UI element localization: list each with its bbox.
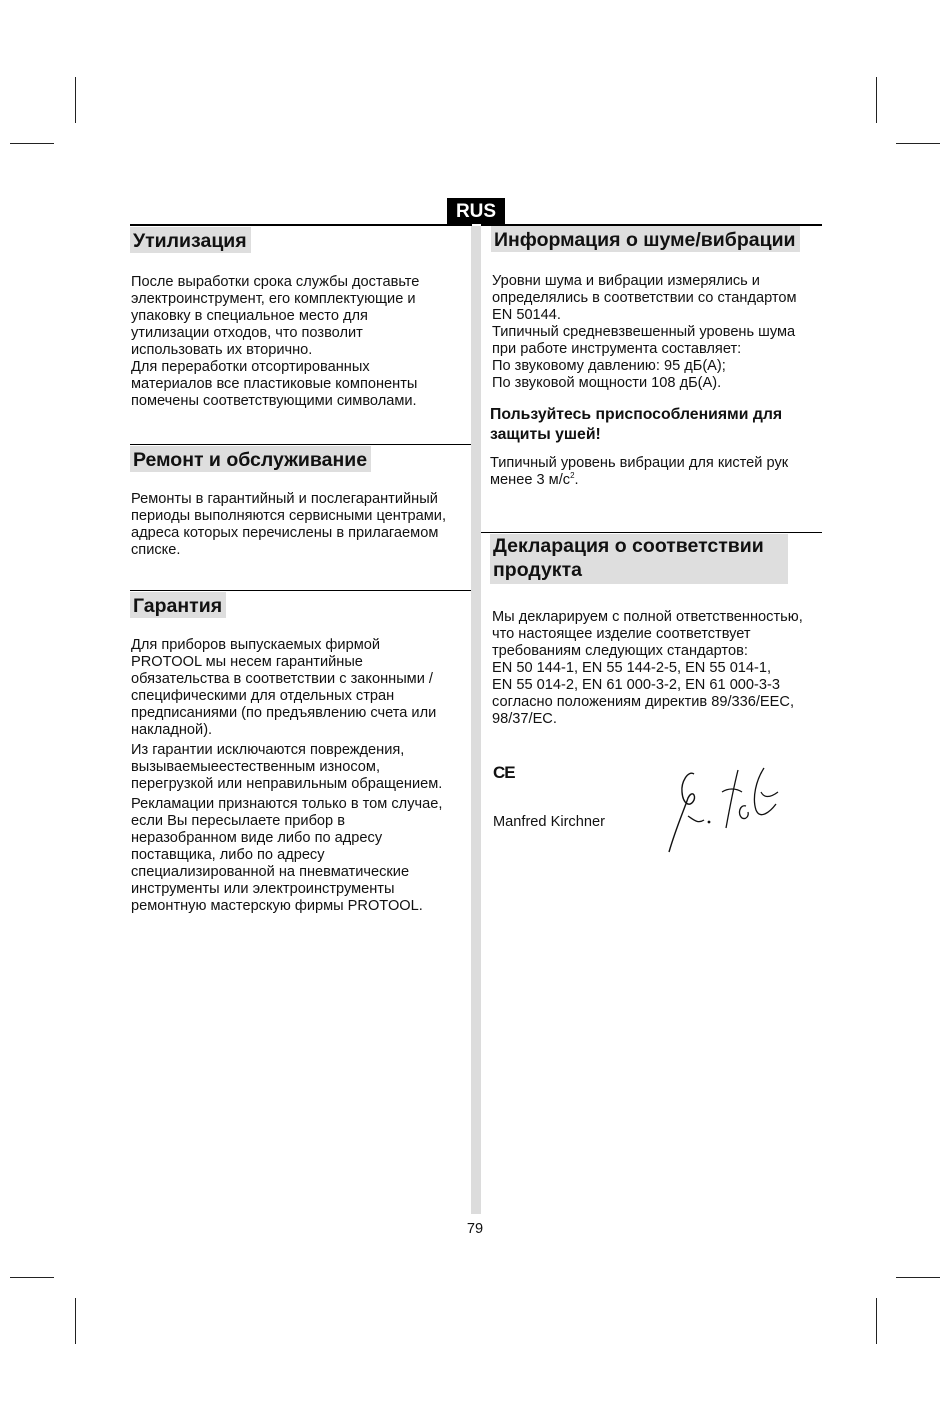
- text-line: упаковку в специальное место для: [131, 308, 368, 324]
- text-line: По звуковой мощности 108 дБ(A).: [492, 375, 722, 391]
- crop-mark: [876, 1298, 877, 1344]
- text-line: Рекламации признаются только в том случае,: [131, 796, 443, 812]
- text-line: при работе инструмента составляет:: [492, 341, 742, 357]
- text-line: [490, 472, 788, 489]
- ce-mark: CE: [493, 763, 515, 782]
- heading-line: продукта: [493, 559, 582, 581]
- text-line: адреса которых перечислены в прилагаемом: [131, 525, 439, 541]
- section-rule: [130, 444, 471, 445]
- text-line: перегрузкой или неправильным обращением.: [131, 776, 443, 792]
- text-line: Из гарантии исключаются повреждения,: [131, 742, 405, 758]
- text-line: утилизации отходов, что позволит: [131, 325, 363, 341]
- text-line: EN 55 014-2, EN 61 000-3-2, EN 61 000-3-3: [492, 677, 780, 693]
- page-number: 79: [466, 1221, 484, 1237]
- text-line: После выработки срока службы доставьте: [131, 274, 420, 290]
- text-line: электроинструмент, его комплектующие и: [131, 291, 416, 307]
- text-line: специализированной на пневматические: [131, 864, 410, 880]
- warranty-heading: Гарантия: [130, 592, 226, 618]
- header-rule-left: [130, 224, 472, 226]
- text-line: По звуковому давлению: 95 дБ(A);: [492, 358, 726, 374]
- text-line: EN 50144.: [492, 307, 561, 323]
- text-line: что настоящее изделие соответствует: [492, 626, 751, 642]
- text-line: ремонтную мастерскую фирмы PROTOOL.: [131, 898, 423, 914]
- text-line: Типичный уровень вибрации для кистей рук: [490, 455, 789, 471]
- text-line: периоды выполняются сервисными центрами,: [131, 508, 447, 524]
- declaration-heading: [490, 534, 788, 584]
- vibration-value: менее 3 м/с: [490, 472, 571, 488]
- text-line: если Вы пересылаете прибор в: [131, 813, 345, 829]
- noise-text: [492, 273, 797, 392]
- text-line: обязательства в соответствии с законными /: [131, 671, 433, 687]
- text-line: помечены соответствующими символами.: [131, 393, 417, 409]
- disposal-heading: Утилизация: [130, 227, 251, 253]
- text-line: Для переработки отсортированных: [131, 359, 370, 375]
- handwritten-signature: [664, 762, 784, 854]
- crop-mark: [896, 143, 940, 144]
- repair-text: [131, 491, 446, 559]
- text-line: согласно положениям директив 89/336/EEC,: [492, 694, 794, 710]
- section-rule: [481, 532, 822, 533]
- disposal-text: [131, 274, 419, 410]
- text-line: 98/37/EC.: [492, 711, 557, 727]
- text-line: PROTOOL мы несем гарантийные: [131, 654, 363, 670]
- text-line: использовать их вторично.: [131, 342, 313, 358]
- text-line: определялись в соответствии со стандартом: [492, 290, 797, 306]
- text-line: поставщика, либо по адресу: [131, 847, 325, 863]
- period: .: [574, 472, 579, 488]
- warranty-text: [131, 637, 442, 915]
- text-line: списке.: [131, 542, 181, 558]
- crop-mark: [876, 77, 877, 123]
- text-line: предписаниями (по предъявлению счета или: [131, 705, 437, 721]
- noise-heading: Информация о шуме/вибрации: [491, 226, 800, 252]
- signer-name: Manfred Kirchner: [493, 814, 605, 830]
- text-line: Типичный средневзвешенный уровень шума: [492, 324, 796, 340]
- declaration-text: [492, 609, 803, 728]
- text-line: вызываемыеестественным износом,: [131, 759, 380, 775]
- text-line: требованиям следующих стандартов:: [492, 643, 748, 659]
- text-line: материалов все пластиковые компоненты: [131, 376, 418, 392]
- warning-line: Пользуйтесь приспособлениями для: [490, 406, 783, 423]
- ear-protection-warning: [490, 405, 782, 445]
- section-rule: [130, 590, 471, 591]
- text-line: Мы декларируем с полной ответственностью,: [492, 609, 803, 625]
- text-line: Уровни шума и вибрации измерялись и: [492, 273, 760, 289]
- crop-mark: [10, 143, 54, 144]
- text-line: Ремонты в гарантийный и послегарантийный: [131, 491, 438, 507]
- language-tab: RUS: [447, 198, 505, 224]
- vibration-text: [490, 455, 788, 489]
- crop-mark: [10, 1277, 54, 1278]
- warning-line: защиты ушей!: [490, 426, 601, 443]
- repair-heading: Ремонт и обслуживание: [130, 446, 371, 472]
- text-line: инструменты или электроинструменты: [131, 881, 395, 897]
- column-divider: [471, 226, 481, 1214]
- crop-mark: [75, 1298, 76, 1344]
- crop-mark: [896, 1277, 940, 1278]
- heading-line: Декларация о соответствии: [493, 535, 764, 557]
- superscript: 2: [570, 471, 575, 480]
- text-line: EN 50 144-1, EN 55 144-2-5, EN 55 014-1,: [492, 660, 772, 676]
- text-line: Для приборов выпускаемых фирмой: [131, 637, 381, 653]
- text-line: неразобранном виде либо по адресу: [131, 830, 383, 846]
- crop-mark: [75, 77, 76, 123]
- text-line: накладной).: [131, 722, 213, 738]
- text-line: специфическими для отдельных стран: [131, 688, 395, 704]
